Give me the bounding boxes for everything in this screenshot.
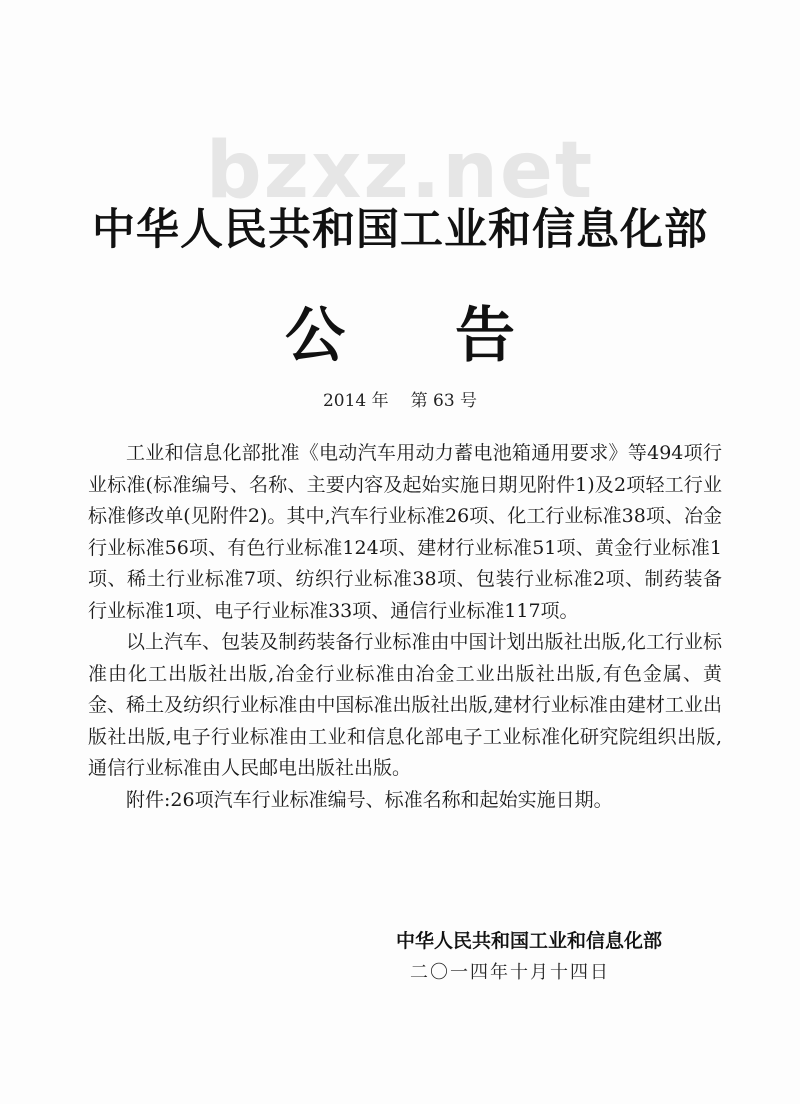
announcement-body [88, 438, 722, 816]
signature-org: 中华人民共和国工业和信息化部 [395, 930, 662, 952]
body-paragraph: 以上汽车、包装及制药装备行业标准由中国计划出版社出版,化工行业标准由化工出版社出版,冶金行业标准由冶金工业出版社出版,有色金属、黄金、稀土及纺织行业标准由中国标准出版社出版,建材行业标准由建材工业出版社出版,电子行业标准由工业和信息化部电子工业标准化研究院组织出版,通信行业标准由人民邮电出版社出版。 [88, 631, 722, 779]
document-number [0, 386, 800, 411]
document-type-heading: 公告 [285, 301, 625, 371]
issuing-org-title: 中华人民共和国工业和信息化部 [92, 205, 708, 255]
body-paragraph-attachment: 附件:26项汽车行业标准编号、标准名称和起始实施日期。 [126, 788, 613, 811]
document-year: 2014 年 [322, 391, 389, 411]
body-paragraph: 工业和信息化部批准《电动汽车用动力蓄电池箱通用要求》等494项行业标准(标准编号、名称、主要内容及起始实施日期见附件1)及2项轻工行业标准修改单(见附件2)。其中,汽车行业标准26项、化工行业标准38项、冶金行业标准56项、有色行业标准124项、建材行业标准51项、黄金行业标准1项、稀土行业标准7项、纺织行业标准38项、包装行业标准2项、制药装备行业标准1项、电子行业标准33项、通信行业标准117项。 [88, 442, 722, 622]
document-issue-number: 第 63 号 [410, 391, 478, 411]
watermark: bzxz.net [205, 126, 595, 216]
signature-date: 二〇一四年十月十四日 [410, 962, 610, 983]
